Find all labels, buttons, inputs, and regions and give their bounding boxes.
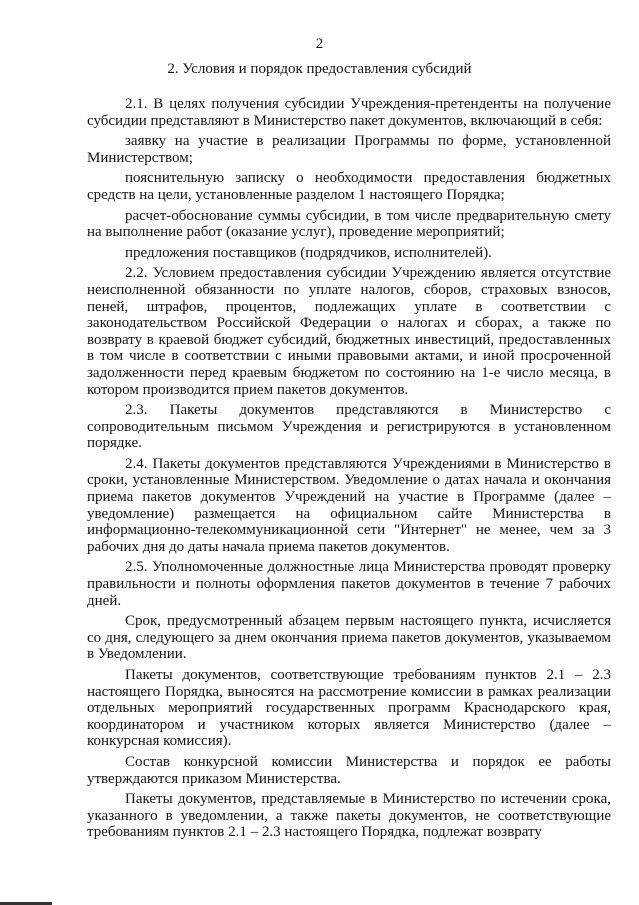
paragraph: предложения поставщиков (подрядчиков, исполнителей).	[125, 244, 492, 261]
page-number: 2	[315, 36, 324, 52]
section-title: 2. Условия и порядок предоставления субсидий	[167, 61, 472, 77]
paragraph: заявку на участие в реализации Программы по форме, установленной Министерством;	[87, 133, 611, 166]
paragraph: расчет-обоснование суммы субсидии, в том числе предварительную смету на выполнение работ (оказание услуг), проведение мероприятий;	[87, 207, 611, 241]
paragraph: Состав конкурсной комиссии Министерства и порядок ее работы утверждаются приказом Министерства.	[87, 753, 611, 787]
paragraph: Пакеты документов, соответствующие требованиям пунктов 2.1 – 2.3 настоящего Порядка, выносятся на рассмотрение комиссии в рамках реализации отдельных мероприятий государственных программ Краснодарского края, координатором и участником которых является Министерство (далее – конкурсная комиссия).	[87, 667, 611, 750]
paragraph: 2.3. Пакеты документов представляются в Министерство с сопроводительным письмом Учреждения и регистрируются в установленном порядке.	[87, 402, 611, 452]
paragraph: Срок, предусмотренный абзацем первым настоящего пункта, исчисляется со дня, следующего за днем окончания приема пакетов документов, указываемом в Уведомлении.	[87, 613, 611, 663]
paragraph: 2.2. Условием предоставления субсидии Учреждению является отсутствие неисполненной обязанности по уплате налогов, сборов, страховых взносов, пеней, штрафов, процентов, подлежащих уплате в соответствии с законодательством Российской Федерации о налогах и сборах, а также по возврату в краевой бюджет субсидий, бюджетных инвестиций, предоставленных в том числе в соответствии с иными правовыми актами, и иной просроченной задолженности перед краевым бюджетом по состоянию на 1-е число месяца, в котором производится прием пакетов документов.	[87, 265, 611, 398]
paragraph: 2.5. Уполномоченные должностные лица Министерства проводят проверку правильности и полноты оформления пакетов документов в течение 7 рабочих дней.	[87, 559, 611, 609]
paragraph: пояснительную записку о необходимости предоставления бюджетных средств на цели, установленные разделом 1 настоящего Порядка;	[87, 170, 611, 203]
document-body	[87, 96, 611, 845]
paragraph: Пакеты документов, представляемые в Министерство по истечении срока, указанного в уведомлении, а также пакеты документов, не соответствующие требованиям пунктов 2.1 – 2.3 настоящего Порядка, подлежат возврату	[87, 791, 611, 841]
paragraph: 2.1. В целях получения субсидии Учреждения-претенденты на получение субсидии представляют в Министерство пакет документов, включающий в себя:	[87, 96, 611, 129]
paragraph: 2.4. Пакеты документов представляются Учреждениями в Министерство в сроки, установленные Министерством. Уведомление о датах начала и окончания приема пакетов документов Учреждений на участие в Программе (далее – уведомление) размещается на официальном сайте Министерства в информационно-телекоммуникационной сети "Интернет" не менее, чем за 3 рабочих дня до даты начала приема пакетов документов.	[87, 455, 611, 555]
